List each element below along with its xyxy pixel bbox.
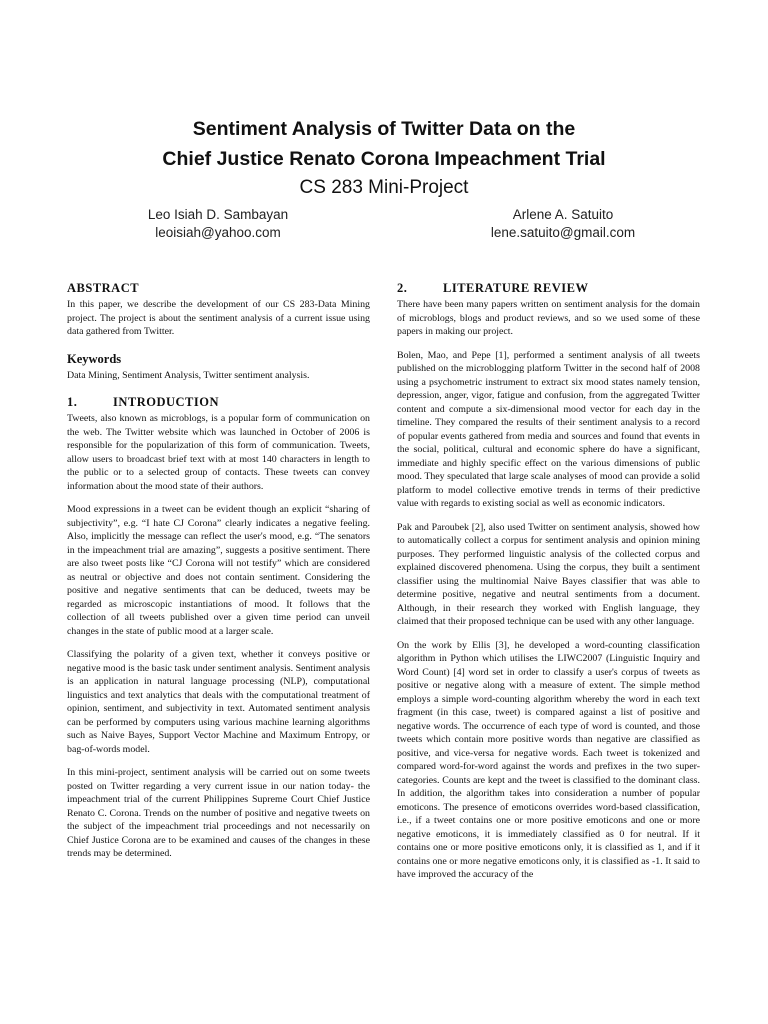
- paragraph: Mood expressions in a tweet can be evident though an explicit “sharing of subjectivity”, e.g. “I hate CJ Corona” clearly indicates a negative feeling. Also, implicitly the message can reflect the user's mood, e.g. “The senators in the impeachment trial are amazing”, suggests a positive sentiment. There are also tweet posts like “CJ Corona will not testify” which are considered as neutral or objective and does not contain sentiment. Considering the positive and negative sentiments that can be deduced, tweets may be regarded as microscopic instantiations of mood. It follows that the collection of all tweets published over a given time period can unveil changes in the state of public mood at a larger scale.: [67, 504, 370, 637]
- author-2: [463, 206, 663, 242]
- paragraph: Classifying the polarity of a given text, whether it conveys positive or negative mood is the basic task under sentiment analysis. Sentiment analysis is an application in natural language processing (NLP), computational linguistics and text analytics that deals with the computational treatment of opinion, sentiment, and subjectivity in text. Automated sentiment analysis can be performed by computers using various machine learning algorithms such as Naive Bayes, Support Vector Machine and Maximum Entropy, or bag-of-words model.: [67, 649, 370, 755]
- literature-review-section: [397, 280, 700, 882]
- abstract-heading: ABSTRACT: [67, 281, 140, 295]
- paper-subtitle: CS 283 Mini-Project: [299, 177, 469, 198]
- paper-title-line1: Sentiment Analysis of Twitter Data on the: [192, 118, 576, 140]
- section-number: 2.: [397, 281, 408, 295]
- introduction-section: [67, 394, 370, 861]
- left-column: [67, 280, 370, 873]
- paragraph: On the work by Ellis [3], he developed a word-counting classification algorithm in Python which utilises the LIWC2007 (Linguistic Inquiry and Word Count) [4] word set in order to classify a user's corpus of tweets as positive or negative along with a measure of extent. The simple method employs a simple word-counting algorithm whereby the word in each text fragment (in this case, tweet) is compared against a list of positive and negative words. The occurrence of each type of word is counted, and those tweets which contain more positive words than negative are classified as positive, and vice-versa for negative words. Each tweet is tokenized and compared word-for-word against the words and prefixes in the two super-categories. Counts are kept and the tweet is classified to the dominant class. In addition, the algorithm takes into consideration a number of popular emoticons. The presence of emoticons overrides word-based classification, i.e., if a tweet contains one or more positive emoticons and one or more negative emoticons, it is immediately classified as 0 for neutral. If it contains one or more positive emoticons only, it is classified as 1, and if it contains one or more negative emoticons only, it is classified as -1. It said to have improved the accuracy of the: [397, 639, 700, 880]
- paper-title-line2: Chief Justice Renato Corona Impeachment Trial: [162, 148, 606, 170]
- keywords-heading: Keywords: [67, 351, 122, 366]
- keywords-section: [67, 351, 370, 383]
- paragraph: In this mini-project, sentiment analysis will be carried out on some tweets posted on Twitter regarding a very current issue in our nation today- the impeachment trial of the current Philippines Supreme Court Chief Justice Renato C. Corona. Trends on the number of positive and negative tweets on the subject of the impeachment trial proceedings and not necessarily on Chief Justice Corona are to be examined and causes of the changes in these trends may be determined.: [67, 767, 370, 859]
- author-name: Arlene A. Satuito: [512, 207, 614, 222]
- keywords-text: Data Mining, Sentiment Analysis, Twitter sentiment analysis.: [67, 369, 310, 381]
- paragraph: There have been many papers written on sentiment analysis for the domain of microblogs, blogs and product reviews, and so we used some of these papers in making our project.: [397, 299, 700, 337]
- title-block: [0, 114, 768, 202]
- author-1: [118, 206, 318, 242]
- author-email: leoisiah@yahoo.com: [155, 225, 281, 240]
- author-name: Leo Isiah D. Sambayan: [147, 207, 289, 222]
- literature-review-heading: [397, 280, 700, 296]
- paragraph: Pak and Paroubek [2], also used Twitter on sentiment analysis, showed how to automatically collect a corpus for sentiment analysis and opinion mining purposes. They performed linguistic analysis of the collected corpus and explained discovered phenomena. Using the corpus, they built a sentiment classifier using the multinomial Naive Bayes classifier that was able to determine positive, negative and neutral sentiments from a document. Although, in their research they worked with English language, they claimed that their proposed technique can be used with any other language.: [397, 521, 700, 627]
- section-number: 1.: [67, 395, 78, 409]
- paragraph: Bolen, Mao, and Pepe [1], performed a sentiment analysis of all tweets published on the microblogging platform Twitter in the second half of 2008 using a psychometric instrument to extract six mood states namely tension, depression, anger, vigor, fatigue and confusion, from the aggregated Twitter content and compute a six-dimensional mood vector for each day in the timeline. They compared the results of their sentiment analysis to a record of popular events gathered from media and sources and found that events in the social, political, cultural and economic sphere do have a significant, immediate and highly specific effect on the various dimensions of public mood. They speculated that large scale analyses of mood can provide a solid platform to model collective emotive trends in terms of their predictive value with regards to existing social as well as economic indicators.: [397, 349, 700, 509]
- abstract-text: In this paper, we describe the development of our CS 283-Data Mining project. The project is about the sentiment analysis of a current issue using data gathered from Twitter.: [67, 299, 370, 337]
- section-title: INTRODUCTION: [113, 395, 220, 409]
- introduction-heading: [67, 394, 370, 410]
- abstract-section: [67, 280, 370, 339]
- paragraph: Tweets, also known as microblogs, is a popular form of communication on the web. The Twitter website which was launched in October of 2006 is responsible for the popularization of this form of communication. Tweets, allow users to broadcast brief text with at most 140 characters in length to the public or to a selected group of contacts. These tweets can convey information about the mood state of their authors.: [67, 413, 370, 492]
- right-column: [397, 280, 700, 894]
- author-email: lene.satuito@gmail.com: [490, 225, 636, 240]
- section-title: LITERATURE REVIEW: [443, 281, 589, 295]
